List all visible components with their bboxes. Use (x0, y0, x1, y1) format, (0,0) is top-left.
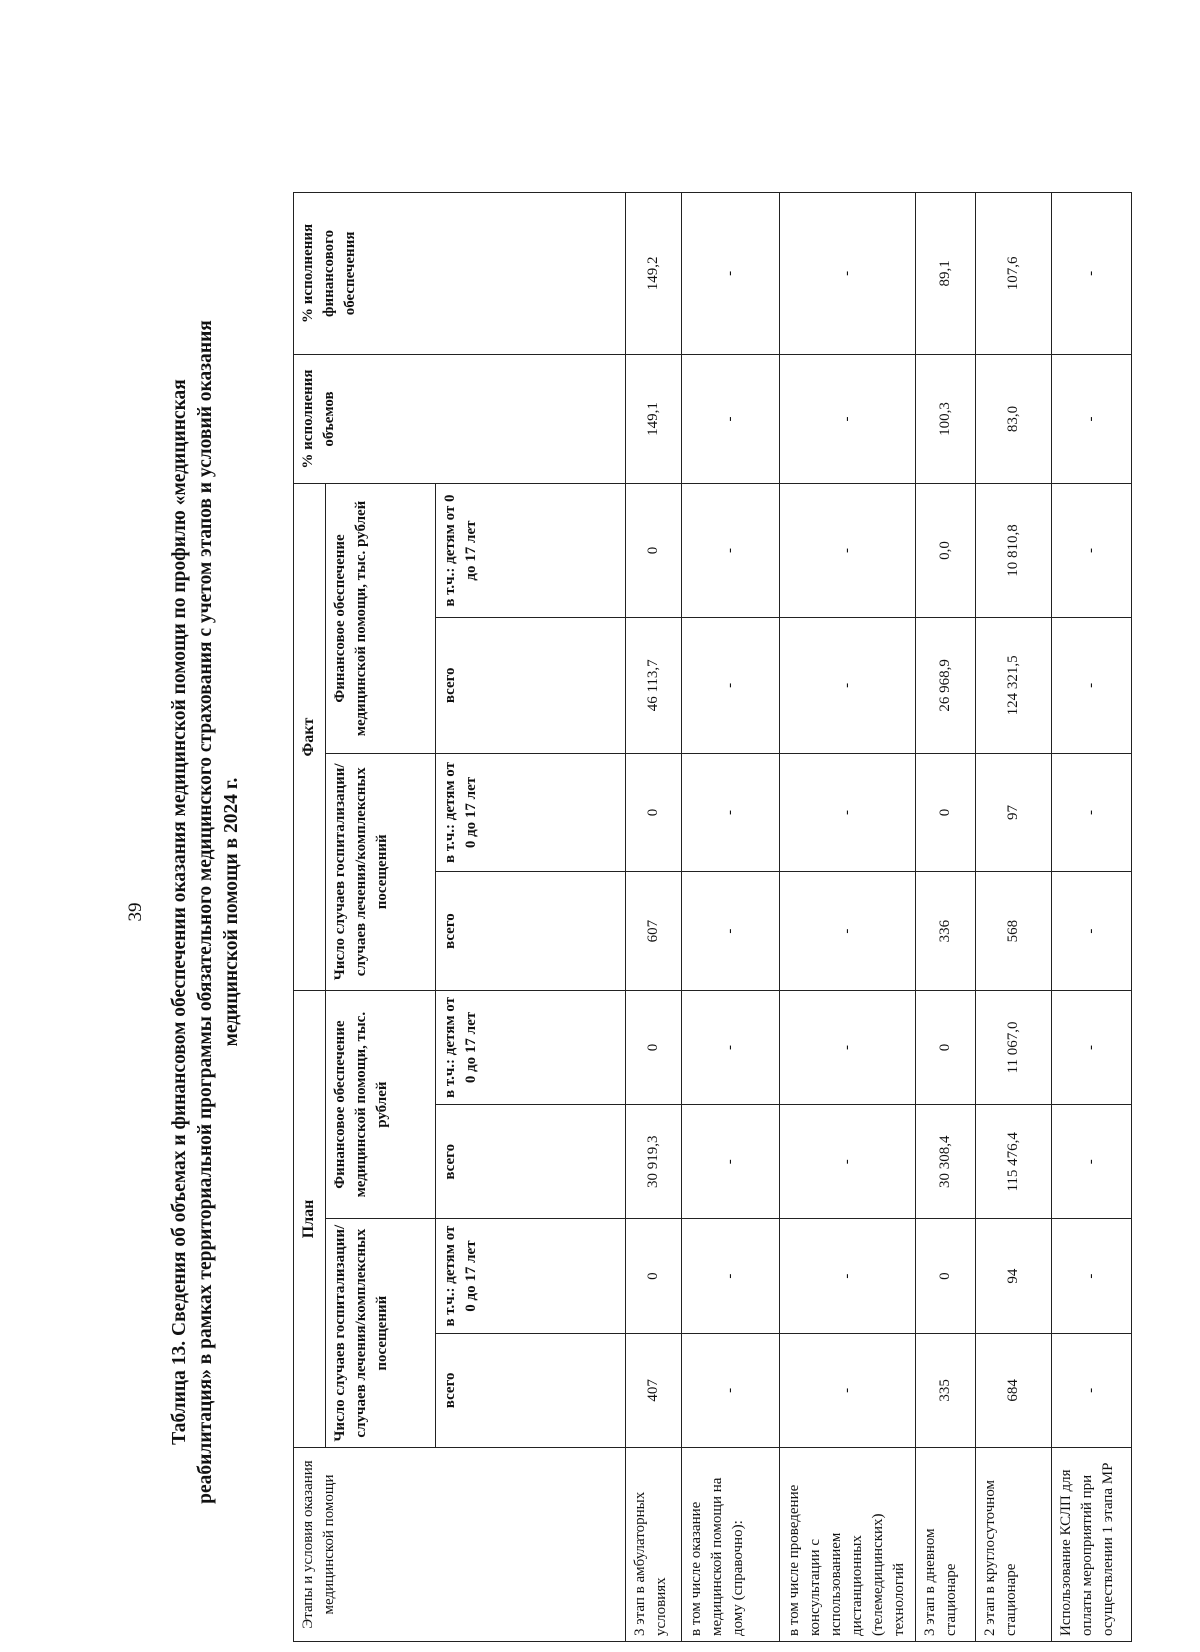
value-cell: - (1052, 872, 1132, 991)
value-cell: - (682, 1105, 780, 1219)
title-line: медицинской помощи в 2024 г. (221, 777, 242, 1047)
table-row (1052, 193, 1132, 1642)
value-cell: 0 (626, 990, 682, 1104)
value-cell: 0,0 (916, 484, 976, 618)
value-cell: 94 (976, 1219, 1052, 1333)
value-cell: - (1052, 193, 1132, 355)
value-cell: 0 (916, 990, 976, 1104)
value-cell: - (780, 617, 916, 753)
value-cell: - (780, 1219, 916, 1333)
value-cell: 100,3 (916, 354, 976, 483)
table-row (682, 193, 780, 1642)
value-cell: - (682, 1333, 780, 1447)
value-cell: - (780, 484, 916, 618)
stage-cell: Использование КСЛП для оплаты мероприятий при осуществлении 1 этапа МР (1052, 1447, 1132, 1641)
value-cell: - (682, 484, 780, 618)
finance-pct-header: % исполнения финансового обеспечения (294, 193, 626, 355)
value-cell: 0 (916, 753, 976, 872)
value-cell: - (682, 617, 780, 753)
stage-cell: в том числе оказание медицинской помощи на дому (справочно): (682, 1447, 780, 1641)
value-cell: - (682, 354, 780, 483)
volume-pct-header: % исполнения объемов (294, 354, 626, 483)
stage-cell: 3 этап в амбулаторных условиях (626, 1447, 682, 1641)
table-row (976, 193, 1052, 1642)
plan-cases-header: Число случаев госпитализации/случаев лечения/комплексных посещений (326, 1219, 436, 1448)
fact-header: Факт (294, 484, 326, 991)
value-cell: - (1052, 990, 1132, 1104)
value-cell: - (1052, 354, 1132, 483)
value-cell: - (780, 354, 916, 483)
value-cell: 684 (976, 1333, 1052, 1447)
value-cell: 30 919,3 (626, 1105, 682, 1219)
data-table (293, 192, 1132, 1642)
value-cell: 149,2 (626, 193, 682, 355)
rotated-page (125, 172, 1155, 1652)
plan-finance-total-header: всего (436, 1105, 626, 1219)
title-line: реабилитация» в рамках территориальной программы обязательного медицинского страхования с учетом этапов и условий оказания (195, 320, 216, 1504)
value-cell: 568 (976, 872, 1052, 991)
value-cell: 46 113,7 (626, 617, 682, 753)
value-cell: 336 (916, 872, 976, 991)
value-cell: - (1052, 1219, 1132, 1333)
value-cell: - (1052, 1333, 1132, 1447)
plan-finance-children-header: в т.ч.: детям от 0 до 17 лет (436, 990, 626, 1104)
value-cell: 26 968,9 (916, 617, 976, 753)
value-cell: 149,1 (626, 354, 682, 483)
plan-finance-header: Финансовое обеспечение медицинской помощи, тыс. рублей (326, 990, 436, 1219)
stage-column-header: Этапы и условия оказания медицинской помощи (294, 1447, 626, 1641)
value-cell: - (682, 1219, 780, 1333)
value-cell: 30 308,4 (916, 1105, 976, 1219)
value-cell: 0 (626, 1219, 682, 1333)
fact-finance-header: Финансовое обеспечение медицинской помощи, тыс. рублей (326, 484, 436, 754)
value-cell: 0 (916, 1219, 976, 1333)
value-cell: 607 (626, 872, 682, 991)
value-cell: 97 (976, 753, 1052, 872)
table-row (916, 193, 976, 1642)
stage-cell: 2 этап в круглосуточном стационаре (976, 1447, 1052, 1641)
value-cell: - (682, 753, 780, 872)
value-cell: - (1052, 753, 1132, 872)
fact-cases-total-header: всего (436, 872, 626, 991)
stage-cell: 3 этап в дневном стационаре (916, 1447, 976, 1641)
value-cell: 83,0 (976, 354, 1052, 483)
value-cell: - (682, 872, 780, 991)
value-cell: - (780, 990, 916, 1104)
fact-finance-children-header: в т.ч.: детям от 0 до 17 лет (436, 484, 626, 618)
value-cell: 10 810,8 (976, 484, 1052, 618)
value-cell: 335 (916, 1333, 976, 1447)
value-cell: - (780, 872, 916, 991)
value-cell: 115 476,4 (976, 1105, 1052, 1219)
table-title (167, 182, 245, 1642)
table-row (780, 193, 916, 1642)
value-cell: - (1052, 1105, 1132, 1219)
value-cell: - (780, 1333, 916, 1447)
title-line: Таблица 13. Сведения об объемах и финансовом обеспечении оказания медицинской помощи по профилю «медицинская (169, 379, 190, 1445)
value-cell: 0 (626, 484, 682, 618)
value-cell: - (1052, 484, 1132, 618)
value-cell: - (780, 193, 916, 355)
value-cell: 89,1 (916, 193, 976, 355)
plan-cases-total-header: всего (436, 1333, 626, 1447)
fact-finance-total-header: всего (436, 617, 626, 753)
value-cell: 0 (626, 753, 682, 872)
plan-header: План (294, 990, 326, 1447)
value-cell: - (780, 1105, 916, 1219)
value-cell: - (682, 193, 780, 355)
stage-cell: в том числе проведение консультации с использованием дистанционных (телемедицинских) технологий (780, 1447, 916, 1641)
value-cell: - (780, 753, 916, 872)
value-cell: - (682, 990, 780, 1104)
value-cell: 11 067,0 (976, 990, 1052, 1104)
fact-cases-children-header: в т.ч.: детям от 0 до 17 лет (436, 753, 626, 872)
fact-cases-header: Число случаев госпитализации/случаев лечения/комплексных посещений (326, 753, 436, 990)
value-cell: 407 (626, 1333, 682, 1447)
value-cell: 107,6 (976, 193, 1052, 355)
table-row (626, 193, 682, 1642)
value-cell: - (1052, 617, 1132, 753)
page-number: 39 (125, 902, 146, 922)
value-cell: 124 321,5 (976, 617, 1052, 753)
plan-cases-children-header: в т.ч.: детям от 0 до 17 лет (436, 1219, 626, 1333)
